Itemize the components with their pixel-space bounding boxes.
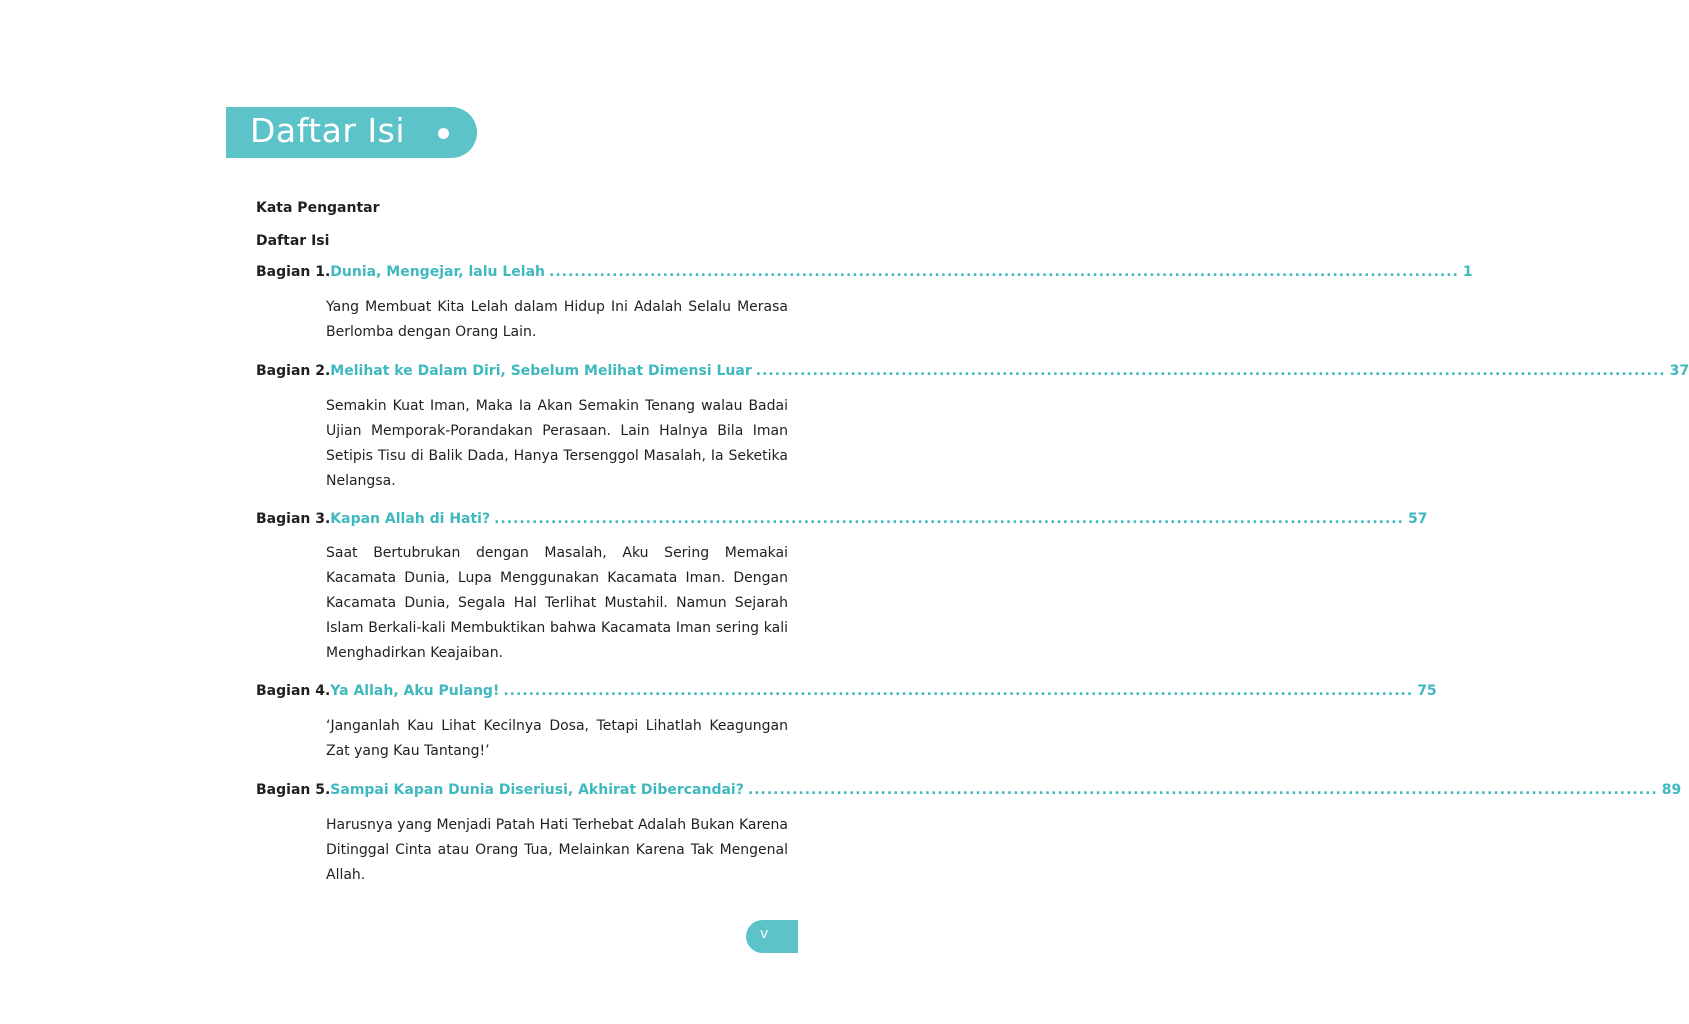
chapter-title: Ya Allah, Aku Pulang! — [330, 683, 500, 699]
chapter-page-number: 75 — [1417, 683, 1437, 699]
chapter-title: Dunia, Mengejar, lalu Lelah — [330, 264, 545, 280]
toc-chapter-1[interactable] — [256, 264, 1473, 284]
toc-chapter-3[interactable] — [256, 511, 1428, 531]
dot-leader: ................................................................................................................................................ — [747, 782, 1658, 798]
page-number: v — [760, 926, 769, 942]
title-banner — [226, 107, 477, 158]
bullet-dot-icon — [438, 128, 449, 139]
chapter-page-number: 1 — [1462, 264, 1473, 280]
dot-leader: ................................................................................................................................................ — [549, 264, 1459, 280]
chapter-page-number: 57 — [1407, 511, 1428, 527]
chapter-label: Bagian 1. — [256, 264, 331, 280]
chapter-description: Yang Membuat Kita Lelah dalam Hidup Ini Adalah Selalu Merasa Berlomba dengan Orang Lain. — [326, 299, 788, 340]
dot-leader: ................................................................................................................................................ — [755, 363, 1666, 379]
toc-chapter-2[interactable] — [256, 363, 1689, 383]
chapter-description: Harusnya yang Menjadi Patah Hati Terhebat Adalah Bukan Karena Ditinggal Cinta atau Orang Tua, Melainkan Karena Tak Mengenal Allah. — [326, 817, 788, 883]
chapter-page-number: 37 — [1669, 363, 1689, 379]
chapter-title: Kapan Allah di Hati? — [330, 511, 491, 527]
toc-chapter-4[interactable] — [256, 683, 1437, 703]
chapter-page-number: 89 — [1661, 782, 1682, 798]
chapter-label: Bagian 4. — [256, 683, 331, 699]
chapter-description: Saat Bertubrukan dengan Masalah, Aku Sering Memakai Kacamata Dunia, Lupa Menggunakan Kacamata Iman. Dengan Kacamata Dunia, Segala Hal Terlihat Mustahil. Namun Sejarah Islam Berkali-kali Membuktikan bahwa Kacamata Iman sering kali Menghadirkan Keajaiban. — [326, 545, 788, 661]
chapter-label: Bagian 3. — [256, 511, 331, 527]
page-title: Daftar Isi — [250, 111, 405, 150]
page-number-tab — [746, 920, 798, 953]
chapter-title: Sampai Kapan Dunia Diseriusi, Akhirat Dibercandai? — [330, 782, 744, 798]
toc-entry-kata-pengantar[interactable]: Kata Pengantar — [256, 200, 380, 216]
dot-leader: ................................................................................................................................................ — [494, 511, 1404, 527]
toc-chapter-5[interactable] — [256, 782, 1682, 802]
chapter-title: Melihat ke Dalam Diri, Sebelum Melihat Dimensi Luar — [330, 363, 752, 379]
toc-entry-daftar-isi[interactable]: Daftar Isi — [256, 233, 330, 249]
chapter-description: ‘Janganlah Kau Lihat Kecilnya Dosa, Tetapi Lihatlah Keagungan Zat yang Kau Tantang!’ — [326, 718, 788, 759]
chapter-label: Bagian 2. — [256, 363, 331, 379]
dot-leader: ................................................................................................................................................ — [503, 683, 1414, 699]
chapter-label: Bagian 5. — [256, 782, 331, 798]
chapter-description: Semakin Kuat Iman, Maka Ia Akan Semakin Tenang walau Badai Ujian Memporak-Porandakan Perasaan. Lain Halnya Bila Iman Setipis Tisu di Balik Dada, Hanya Tersenggol Masalah, Ia Seketika Nelangsa. — [326, 398, 788, 489]
